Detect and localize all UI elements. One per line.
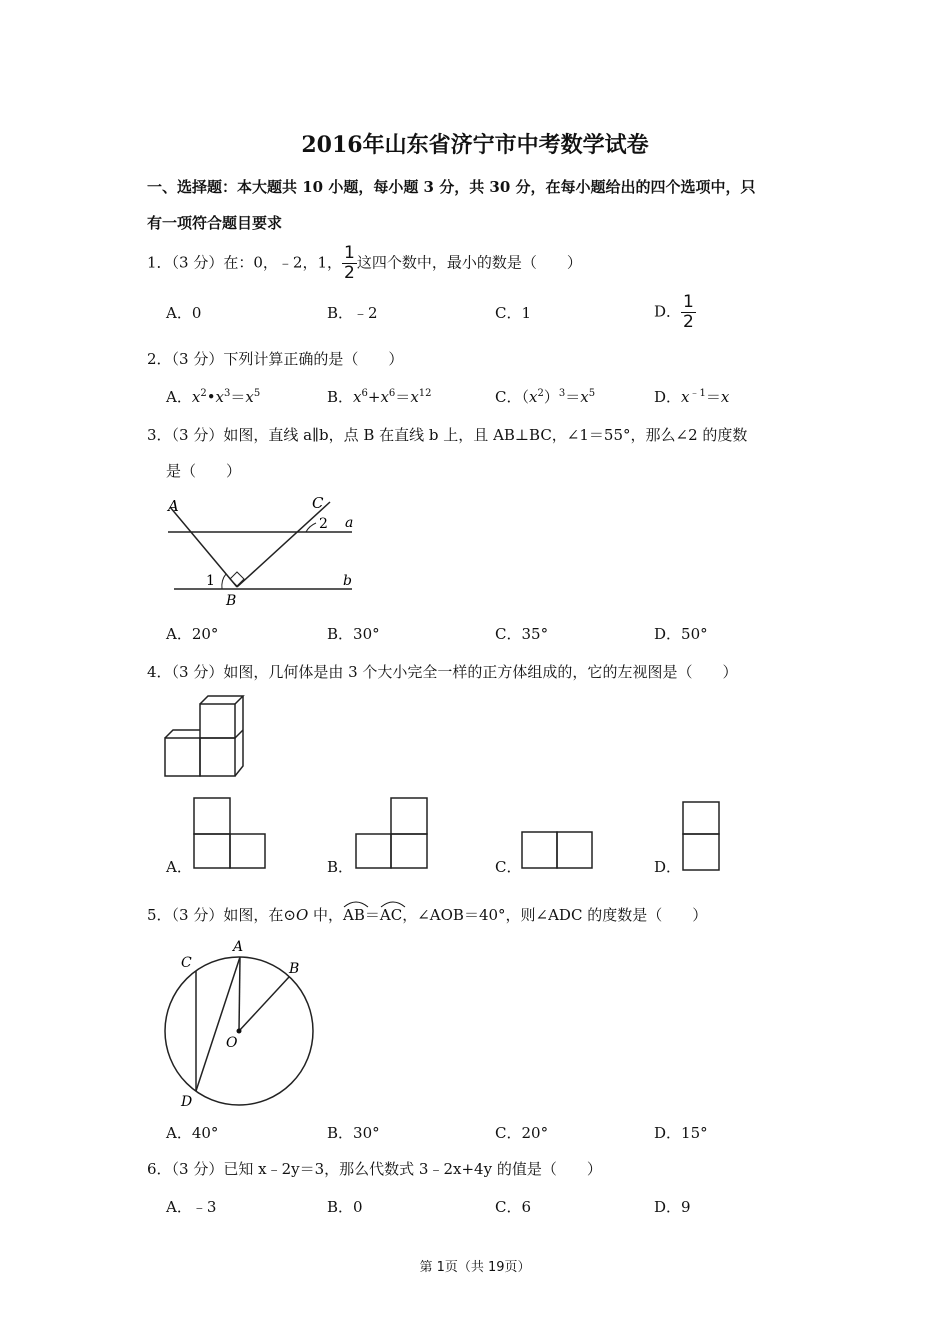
radius-OA [239, 957, 240, 1031]
circle-figure [160, 935, 320, 1115]
exponent: 6 [361, 388, 368, 399]
circle-center-O: O [295, 906, 309, 924]
right-mid-edge [235, 730, 243, 738]
q2-option-c[interactable] [495, 386, 595, 407]
left-cube-top-edge [165, 730, 200, 738]
fraction-denominator: 2 [344, 263, 355, 283]
exponent: 2 [537, 388, 544, 399]
question-3-line2: 是（ ） [166, 462, 242, 480]
q3-option-b[interactable]: B．30° [327, 625, 380, 643]
variable: x [528, 388, 538, 406]
exponent: 12 [418, 388, 432, 399]
fraction-half [342, 245, 357, 282]
question-3-line1: 3．（3 分）如图，直线 a∥b，点 B 在直线 b 上，且 AB⊥BC，∠1＝55°，那么∠2 的度数 [147, 426, 748, 444]
q6-option-c[interactable]: C．6 [495, 1198, 532, 1216]
q3-option-a[interactable]: A．20° [166, 625, 219, 643]
exponent: 6 [388, 388, 396, 399]
variable: x [353, 388, 362, 406]
label-C: C [312, 494, 324, 512]
label-C: C [181, 955, 192, 971]
variable: x [410, 388, 419, 406]
center-dot [237, 1029, 242, 1034]
right-angle-mark [230, 572, 244, 586]
page-footer: 第 1页（共 19页） [419, 1260, 531, 1275]
segment-AB [170, 507, 237, 587]
q4-option-d[interactable]: D． [654, 858, 682, 876]
exponent: 5 [588, 388, 596, 399]
fraction-numerator: 1 [683, 292, 694, 312]
top-cube-top-face [200, 696, 243, 704]
operator: ） [543, 388, 559, 406]
operator: ＝ [705, 388, 721, 406]
variable: x [681, 388, 690, 406]
arc-AC-label: AC [379, 906, 403, 924]
cube-left-front [165, 738, 200, 776]
q2-option-b[interactable] [327, 386, 432, 407]
q5-option-b[interactable]: B．30° [327, 1124, 380, 1142]
option-label: B． [327, 388, 354, 406]
operator: • [206, 388, 216, 406]
q4-option-a[interactable]: A． [166, 858, 192, 876]
angle-1-arc [222, 574, 226, 589]
question-5-suffix: ，∠AOB＝40°，则∠ADC 的度数是（ ） [402, 906, 708, 924]
operator: + [367, 388, 381, 406]
cube-top-front [200, 704, 235, 738]
question-5-mid: 中， [308, 906, 344, 924]
chord-DA [196, 957, 240, 1091]
q1-option-a[interactable]: A．0 [166, 304, 202, 322]
label-a: a [345, 515, 354, 531]
fraction-denominator: 2 [683, 312, 694, 332]
arc-AB [343, 906, 365, 924]
section-heading-line2: 有一项符合题目要求 [147, 214, 283, 232]
segment-BC [237, 502, 330, 587]
question-1-suffix: 这四个数中，最小的数是（ ） [356, 253, 582, 272]
label-O: O [226, 1035, 238, 1051]
parallel-lines-figure [160, 490, 370, 610]
q4-option-a-figure [192, 796, 268, 872]
variable: x [215, 388, 225, 406]
q2-option-a[interactable] [166, 386, 260, 407]
question-1-prefix: 1．（3 分）在：0，﹣2，1， [147, 253, 342, 272]
cube-right-front [200, 738, 235, 776]
exponent: 5 [253, 388, 261, 399]
label-D: D [181, 1094, 193, 1110]
q4-option-c-figure [520, 830, 596, 872]
radius-OB [239, 977, 289, 1031]
arc-AC [380, 906, 402, 924]
operator: ＝ [230, 388, 246, 406]
section-heading-line1: 一、选择题：本大题共 10 小题，每小题 3 分，共 30 分，在每小题给出的四个选项中，只 [147, 178, 756, 196]
fraction-half [681, 294, 696, 331]
question-6: 6．（3 分）已知 x﹣2y＝3，那么代数式 3﹣2x+4y 的值是（ ） [147, 1160, 602, 1178]
q4-option-b-figure [354, 796, 430, 872]
option-label: A． [166, 388, 192, 406]
variable: x [191, 388, 201, 406]
q3-option-d[interactable]: D．50° [654, 625, 708, 643]
exponent: 3 [224, 388, 231, 399]
label-angle-1: 1 [206, 573, 215, 589]
cubes-solid-figure [160, 690, 280, 782]
q5-option-c[interactable]: C．20° [495, 1124, 549, 1142]
arc-AB-label: AB [343, 906, 365, 924]
label-b: b [343, 573, 352, 589]
exponent: 2 [200, 388, 207, 399]
angle-2-arc [306, 523, 316, 532]
label-B: B [226, 593, 237, 609]
question-5-prefix: 5．（3 分）如图，在⊙ [147, 906, 296, 924]
q4-option-c[interactable]: C． [495, 858, 522, 876]
exponent: ﹣1 [689, 388, 706, 399]
question-2: 2．（3 分）下列计算正确的是（ ） [147, 350, 404, 368]
q6-option-a[interactable]: A．﹣3 [166, 1198, 217, 1216]
variable: x [245, 388, 254, 406]
q3-option-c[interactable]: C．35° [495, 625, 549, 643]
q1-option-c[interactable]: C．1 [495, 304, 532, 322]
variable: x [380, 388, 389, 406]
variable: x [580, 388, 589, 406]
question-5 [147, 904, 707, 925]
operator: ＝ [364, 906, 380, 924]
q5-option-a[interactable]: A．40° [166, 1124, 219, 1142]
q5-option-d[interactable]: D．15° [654, 1124, 708, 1142]
q4-option-d-figure [681, 800, 723, 874]
option-label: D． [654, 388, 682, 406]
label-B: B [289, 961, 300, 977]
operator: ＝ [565, 388, 581, 406]
q2-option-d[interactable] [654, 386, 729, 407]
variable: x [720, 388, 730, 406]
q4-option-b[interactable]: B． [327, 858, 354, 876]
q1-option-b[interactable]: B．﹣2 [327, 304, 378, 322]
option-label: C．（ [495, 388, 529, 406]
question-1 [147, 245, 582, 282]
operator: ＝ [395, 388, 411, 406]
exponent: 3 [558, 388, 566, 399]
fraction-numerator: 1 [344, 243, 355, 263]
q6-option-b[interactable]: B．0 [327, 1198, 363, 1216]
label-A: A [168, 497, 179, 515]
label-A: A [233, 939, 244, 955]
question-4: 4．（3 分）如图，几何体是由 3 个大小完全一样的正方体组成的，它的左视图是（ ） [147, 663, 738, 681]
q1-option-d-label: D． [654, 302, 682, 321]
label-angle-2: 2 [319, 516, 328, 532]
q6-option-d[interactable]: D．9 [654, 1198, 691, 1216]
page-title: 2016年山东省济宁市中考数学试卷 [301, 132, 649, 158]
q1-option-d[interactable] [654, 294, 696, 331]
